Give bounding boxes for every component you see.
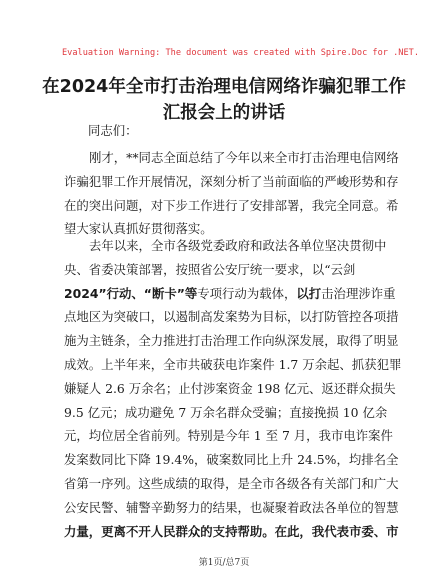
paragraph-2 xyxy=(64,234,402,543)
salutation: 同志们： xyxy=(88,123,138,138)
evaluation-warning: Evaluation Warning: The document was created with Spire.Doc for .NET. xyxy=(62,48,419,58)
paragraph-line: 去年以来，全市各级党委政府和政法各单位坚决贯彻中 xyxy=(89,238,387,253)
paragraph-line: 公安民警、辅警辛勤努力的结果，也凝聚着政法各单位的智慧 xyxy=(64,499,399,515)
paragraph-line: 嫌疑人 2.6 万余名；止付涉案资金 198 亿元、返还群众损失 xyxy=(64,380,396,396)
paragraph-line: 元，均位居全省前列。特别是今年 1 至 7 月，我市电诈案件 xyxy=(64,428,393,444)
paragraph-line: 点地区为突破口，以遏制高发案势为目标，以打防管控各项措 xyxy=(64,309,399,325)
paragraph-line xyxy=(64,282,396,306)
bold-text: 2024”行动、“断卡”等 xyxy=(64,285,198,301)
bold-text: 以打 xyxy=(296,285,322,301)
paragraph-line: 诈骗犯罪工作开展情况，深刻分析了当前面临的严峻形势和存 xyxy=(64,173,399,189)
paragraph-line: 施为主链条，全力推进打击治理工作向纵深发展，取得了明显 xyxy=(64,333,399,349)
paragraph-line: 成效。上半年来，全市共破获电诈案件 1.7 万余起、抓获犯罪 xyxy=(64,356,402,372)
paragraph-line: 在的突出问题，对下步工作进行了安排部署，我完全同意。希 xyxy=(64,197,399,213)
paragraph-line: 9.5 亿元；成功避免 7 万余名群众受骗；直接挽损 10 亿余 xyxy=(64,404,388,420)
paragraph-1 xyxy=(64,146,399,241)
paragraph-line: 望大家认真抓好贯彻落实。 xyxy=(64,221,213,237)
plain-text: 专项行动为载体， xyxy=(197,285,297,301)
paragraph-line: 力量，更离不开人民群众的支持帮助。在此，我代表市委、市 xyxy=(64,523,399,539)
paragraph-line: 央、省委决策部署，按照省公安厅统一要求，以“云剑 xyxy=(64,261,356,277)
paragraph-line: 刚才，**同志全面总结了今年以来全市打击治理电信网络 xyxy=(89,150,399,165)
plain-text: 击治理涉诈重 xyxy=(321,285,396,301)
page-number-footer: 第1页/总7页 xyxy=(198,558,250,568)
paragraph-line: 省第一序列。这些成绩的取得，是全市各级各有关部门和广大 xyxy=(64,475,399,491)
title-line-1: 在2024年全市打击治理电信网络诈骗犯罪工作 xyxy=(42,77,406,97)
title-line-2: 汇报会上的讲话 xyxy=(162,103,286,123)
paragraph-line: 发案数同比下降 19.4%，破案数同比上升 24.5%，均排名全 xyxy=(64,452,399,468)
